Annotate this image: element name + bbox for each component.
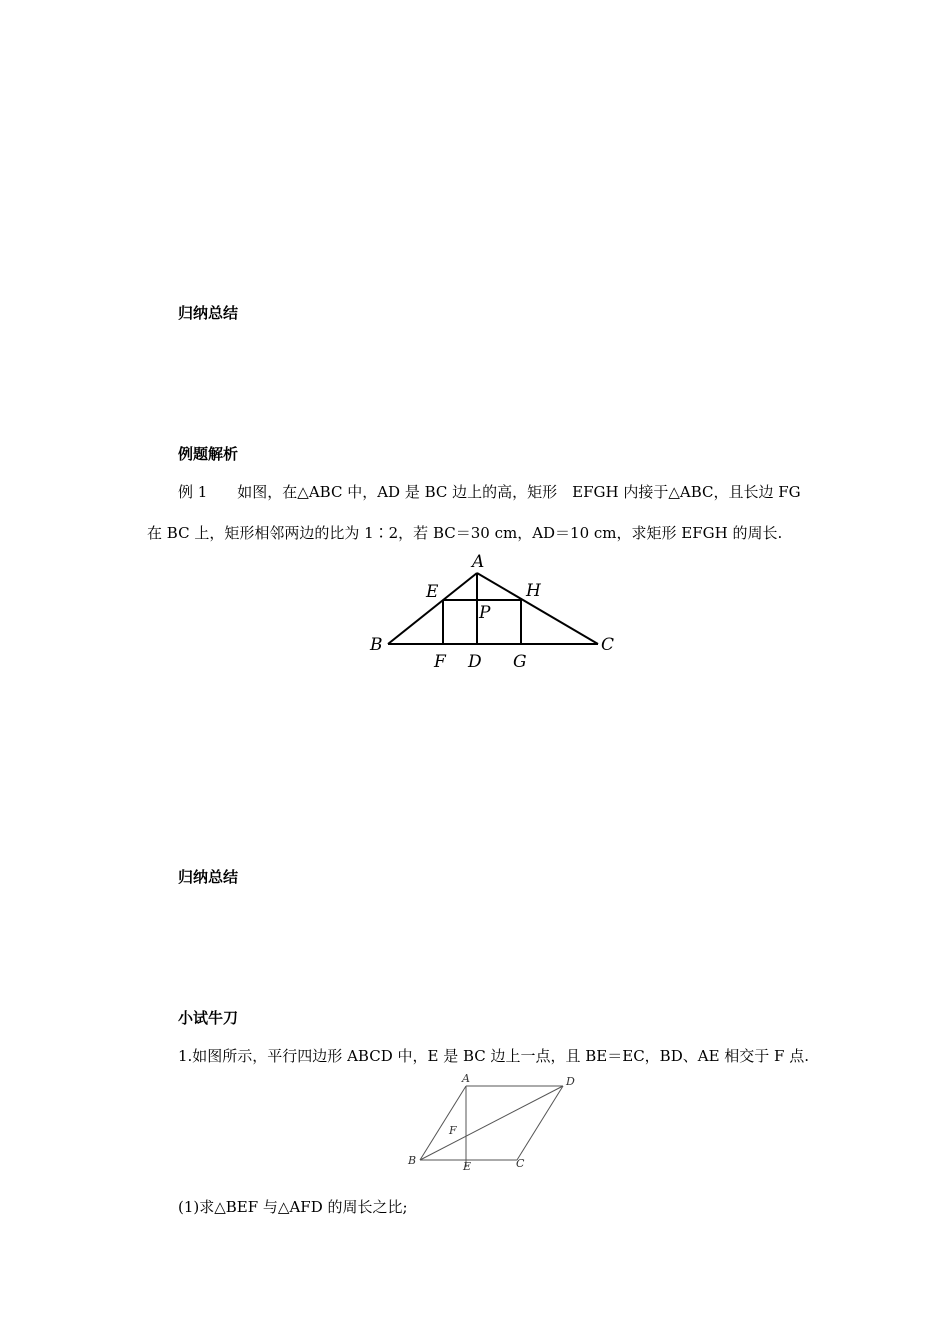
label-e: E [463, 1160, 472, 1173]
parallelogram-figure [400, 1070, 590, 1175]
label-f: F [434, 652, 446, 672]
label-d: D [566, 1075, 575, 1088]
section-heading-summary-1: 归纳总结 [178, 304, 239, 322]
label-b: B [408, 1154, 417, 1167]
section-heading-example: 例题解析 [178, 445, 239, 463]
label-a: A [462, 1072, 470, 1085]
example-text-line-1: 例 1 如图，在△ABC 中，AD 是 BC 边上的高，矩形 EFGH 内接于△ABC，且长边 FG [178, 483, 801, 501]
triangle-rectangle-figure [360, 548, 630, 673]
label-b: B [370, 635, 383, 655]
label-d: D [468, 652, 482, 672]
label-c: C [516, 1157, 525, 1170]
label-a: A [472, 552, 485, 572]
label-f: F [449, 1124, 457, 1137]
practice-question-1-part-1: (1)求△BEF 与△AFD 的周长之比; [178, 1198, 408, 1216]
label-e: E [426, 582, 439, 602]
section-heading-practice: 小试牛刀 [178, 1009, 239, 1027]
label-h: H [526, 581, 541, 601]
segment-bd [420, 1086, 563, 1160]
practice-question-1: 1.如图所示，平行四边形 ABCD 中，E 是 BC 边上一点，且 BE＝EC，BD、AE 相交于 F 点. [178, 1047, 809, 1065]
segment-dc [517, 1086, 563, 1160]
section-heading-summary-2: 归纳总结 [178, 868, 239, 886]
example-text-line-2: 在 BC 上，矩形相邻两边的比为 1∶2，若 BC＝30 cm，AD＝10 cm，求矩形 EFGH 的周长. [147, 524, 783, 542]
segment-ab [420, 1086, 466, 1160]
label-g: G [513, 652, 527, 672]
label-p: P [479, 603, 491, 623]
label-c: C [601, 635, 615, 655]
